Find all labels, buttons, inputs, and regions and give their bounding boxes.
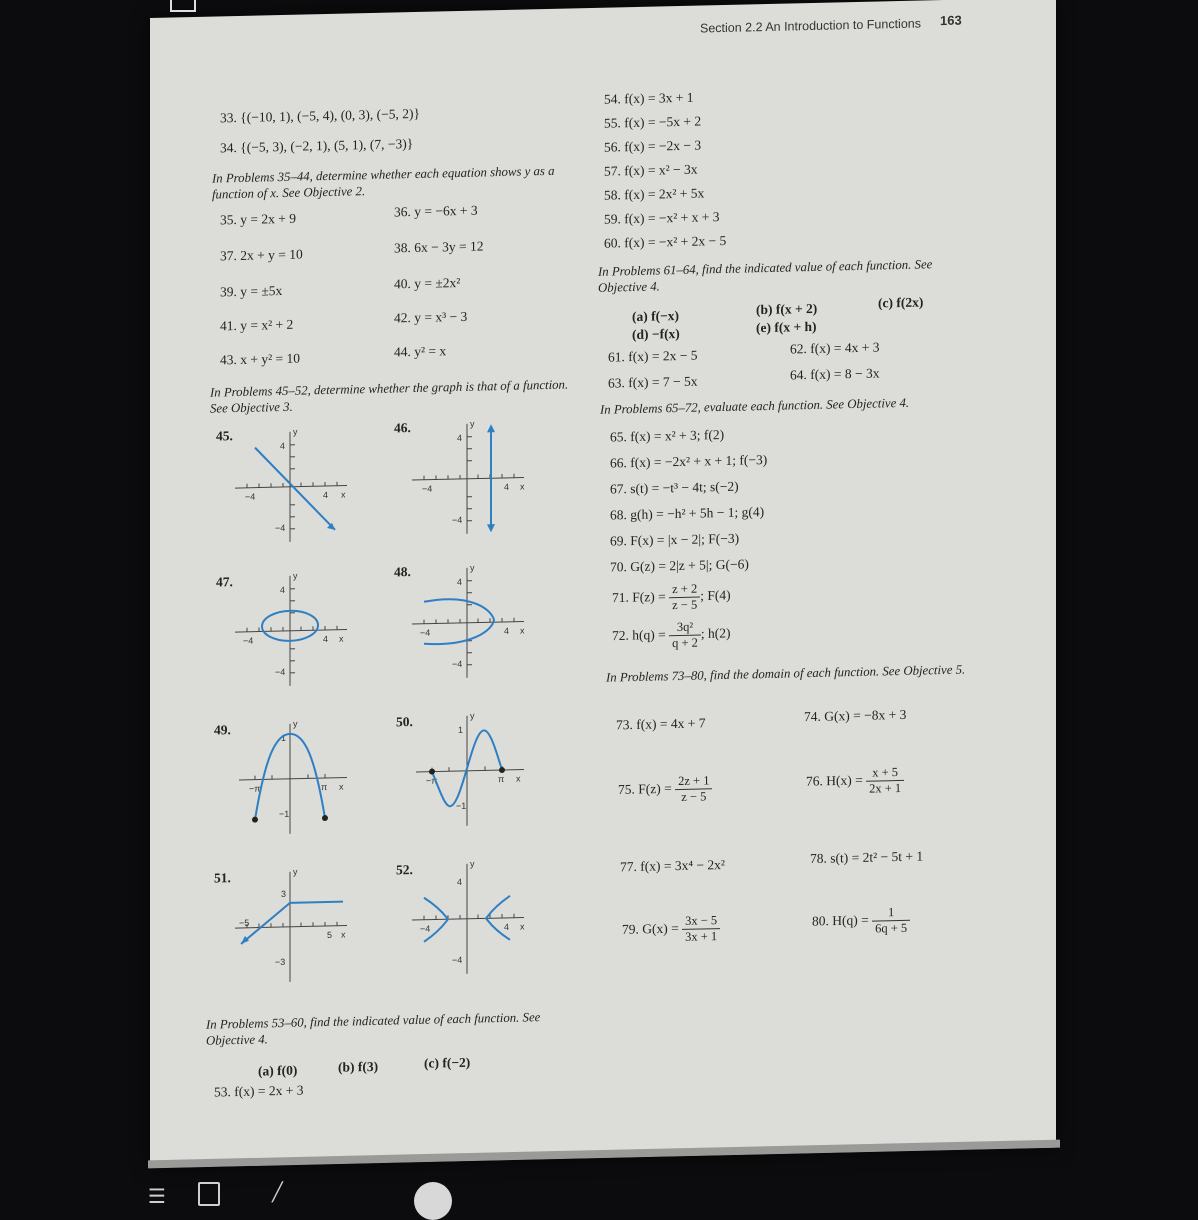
svg-text:y: y — [470, 710, 475, 721]
problem-61: 61. f(x) = 2x − 5 — [608, 347, 698, 365]
problem-76-lead: 76. H(x) = — [806, 772, 863, 789]
problem-79-numerator: 3x − 5 — [682, 913, 720, 930]
problem-77: 77. f(x) = 3x⁴ − 2x² — [620, 856, 725, 875]
svg-text:x: x — [339, 633, 344, 644]
graph-51 — [235, 865, 355, 988]
svg-text:1: 1 — [281, 732, 287, 744]
svg-text:y: y — [470, 562, 475, 573]
problem-80-lead: 80. H(q) = — [812, 912, 869, 929]
graph-45 — [235, 425, 355, 548]
page-number: 163 — [940, 12, 962, 29]
svg-text:−4: −4 — [275, 522, 286, 534]
svg-text:x: x — [520, 921, 525, 932]
graph-52 — [412, 857, 532, 980]
problem-41: 41. y = x² + 2 — [220, 316, 294, 334]
problem-62: 62. f(x) = 4x + 3 — [790, 339, 880, 357]
graph-47 — [235, 569, 355, 692]
problem-66: 66. f(x) = −2x² + x + 1; f(−3) — [610, 451, 768, 471]
svg-text:−4: −4 — [452, 514, 463, 526]
problem-55: 55. f(x) = −5x + 2 — [604, 113, 702, 131]
problem-44: 44. y² = x — [394, 343, 447, 360]
part-61c: (c) f(2x) — [878, 294, 924, 311]
problem-71-numerator: z + 2 — [669, 582, 700, 599]
svg-text:y: y — [470, 418, 475, 429]
svg-text:4: 4 — [504, 625, 510, 636]
svg-text:−4: −4 — [420, 627, 431, 638]
problem-56: 56. f(x) = −2x − 3 — [604, 137, 702, 155]
svg-text:−4: −4 — [420, 923, 431, 934]
problem-72-lead: 72. h(q) = — [612, 626, 666, 644]
svg-text:π: π — [321, 781, 328, 793]
problem-64: 64. f(x) = 8 − 3x — [790, 365, 880, 383]
graph-48 — [412, 561, 532, 684]
problem-59: 59. f(x) = −x² + x + 3 — [604, 209, 720, 227]
svg-text:−π: −π — [249, 783, 261, 794]
svg-text:π: π — [498, 773, 505, 785]
problem-71-lead: 71. F(z) = — [612, 588, 666, 606]
problem-68: 68. g(h) = −h² + 5h − 1; g(4) — [610, 504, 765, 523]
problem-54: 54. f(x) = 3x + 1 — [604, 89, 694, 107]
problem-72 — [612, 619, 731, 653]
svg-text:y: y — [293, 718, 298, 729]
instructions-35-44: In Problems 35–44, determine whether each equation shows y as a function of x. See Objective 2. — [212, 163, 555, 202]
instructions-53-60: In Problems 53–60, find the indicated value of each function. See Objective 4. — [206, 1010, 541, 1048]
problem-80 — [812, 905, 910, 938]
graph-49 — [235, 717, 355, 840]
problem-80-numerator: 1 — [872, 905, 910, 922]
svg-text:x: x — [339, 781, 344, 792]
svg-text:4: 4 — [504, 481, 510, 492]
problem-74: 74. G(x) = −8x + 3 — [804, 706, 907, 725]
problem-39: 39. y = ±5x — [220, 282, 283, 300]
part-61b: (b) f(x + 2) — [756, 300, 818, 318]
instructions-61-64: In Problems 61–64, find the indicated value of each function. See Objective 4. — [598, 257, 933, 295]
problem-71 — [612, 581, 731, 615]
problem-63: 63. f(x) = 7 − 5x — [608, 373, 698, 391]
problem-34: 34. {(−5, 3), (−2, 1), (5, 1), (7, −3)} — [220, 136, 414, 156]
problem-37: 37. 2x + y = 10 — [220, 246, 303, 264]
svg-text:y: y — [470, 858, 475, 869]
part-53a: (a) f(0) — [258, 1062, 298, 1079]
svg-text:4: 4 — [280, 440, 286, 452]
svg-text:4: 4 — [323, 489, 329, 501]
svg-text:4: 4 — [504, 921, 510, 932]
svg-text:−5: −5 — [239, 917, 250, 928]
problem-72-tail: ; h(2) — [700, 625, 731, 642]
problem-73: 73. f(x) = 4x + 7 — [616, 715, 706, 733]
svg-text:3: 3 — [281, 888, 287, 900]
problem-70: 70. G(z) = 2|z + 5|; G(−6) — [610, 556, 749, 575]
problem-65: 65. f(x) = x² + 3; f(2) — [610, 426, 725, 445]
problem-72-denominator: q + 2 — [672, 635, 698, 651]
graph-label-47: 47. — [216, 574, 233, 590]
graph-label-45: 45. — [216, 428, 233, 444]
problem-69: 69. F(x) = |x − 2|; F(−3) — [610, 530, 740, 549]
window-icon[interactable] — [170, 0, 196, 12]
problem-58: 58. f(x) = 2x² + 5x — [604, 185, 705, 203]
svg-text:−4: −4 — [245, 491, 256, 502]
svg-text:−3: −3 — [275, 956, 286, 968]
svg-text:−4: −4 — [452, 658, 463, 670]
menu-icon[interactable]: ☰ — [148, 1184, 166, 1208]
graph-label-51: 51. — [214, 870, 231, 886]
problem-71-denominator: z − 5 — [672, 597, 698, 613]
textbook-page — [150, 0, 1056, 1168]
problem-76-numerator: x + 5 — [866, 765, 904, 782]
svg-text:−4: −4 — [452, 954, 463, 966]
problem-43: 43. x + y² = 10 — [220, 350, 301, 368]
problem-79-lead: 79. G(x) = — [622, 920, 679, 937]
graph-50 — [412, 709, 532, 832]
instructions-73-80: In Problems 73–80, find the domain of each function. See Objective 5. — [606, 662, 966, 685]
pen-icon[interactable]: ╱ — [272, 1182, 283, 1203]
svg-text:4: 4 — [323, 633, 329, 645]
svg-text:−4: −4 — [275, 666, 286, 678]
problem-35: 35. y = 2x + 9 — [220, 210, 296, 228]
svg-text:−1: −1 — [456, 800, 467, 812]
problem-67: 67. s(t) = −t³ − 4t; s(−2) — [610, 478, 739, 497]
problem-75-lead: 75. F(z) = — [618, 780, 672, 797]
problem-79 — [622, 913, 720, 946]
svg-text:x: x — [341, 489, 346, 500]
problem-42: 42. y = x³ − 3 — [394, 308, 468, 326]
problem-40: 40. y = ±2x² — [394, 274, 461, 292]
problem-38: 38. 6x − 3y = 12 — [394, 238, 484, 256]
svg-text:y: y — [293, 866, 298, 877]
svg-text:5: 5 — [327, 929, 333, 940]
part-53c: (c) f(−2) — [424, 1054, 471, 1071]
problem-79-denominator: 3x + 1 — [685, 929, 718, 944]
svg-text:4: 4 — [280, 584, 286, 596]
svg-text:−1: −1 — [279, 808, 290, 820]
problem-75-denominator: z − 5 — [681, 789, 707, 804]
svg-text:y: y — [293, 426, 298, 437]
graph-label-50: 50. — [396, 714, 413, 730]
part-53b: (b) f(3) — [338, 1058, 379, 1075]
svg-text:4: 4 — [457, 876, 463, 888]
part-61e: (e) f(x + h) — [756, 318, 817, 336]
svg-text:4: 4 — [457, 576, 463, 588]
bottom-toolbar — [0, 1168, 1198, 1208]
problem-75 — [618, 773, 712, 806]
svg-text:x: x — [341, 929, 346, 940]
svg-text:4: 4 — [457, 432, 463, 444]
graph-label-49: 49. — [214, 722, 231, 738]
problem-57: 57. f(x) = x² − 3x — [604, 161, 698, 179]
graph-label-48: 48. — [394, 564, 411, 580]
instructions-45-52: In Problems 45–52, determine whether the graph is that of a function. See Objective 3. — [210, 377, 569, 416]
problem-76 — [806, 765, 904, 798]
problem-72-numerator: 3q² — [669, 619, 701, 636]
problem-76-denominator: 2x + 1 — [869, 780, 902, 796]
problem-53: 53. f(x) = 2x + 3 — [214, 1082, 304, 1100]
problem-60: 60. f(x) = −x² + 2x − 5 — [604, 232, 727, 251]
problem-36: 36. y = −6x + 3 — [394, 202, 478, 220]
problem-33: 33. {(−10, 1), (−5, 4), (0, 3), (−5, 2)} — [220, 105, 421, 126]
graph-label-52: 52. — [396, 862, 413, 878]
part-61d: (d) −f(x) — [632, 325, 680, 343]
svg-text:x: x — [516, 773, 521, 784]
svg-text:y: y — [293, 570, 298, 581]
problem-71-tail: ; F(4) — [700, 587, 731, 604]
graph-46 — [412, 417, 532, 540]
problem-78: 78. s(t) = 2t² − 5t + 1 — [810, 848, 924, 867]
svg-text:x: x — [520, 625, 525, 636]
part-61a: (a) f(−x) — [632, 307, 680, 325]
problem-75-numerator: 2z + 1 — [675, 773, 712, 790]
problem-80-denominator: 6q + 5 — [875, 920, 908, 936]
instructions-65-72: In Problems 65–72, evaluate each function. See Objective 4. — [600, 395, 910, 417]
tablet-icon[interactable] — [198, 1182, 220, 1206]
svg-text:1: 1 — [458, 724, 464, 736]
svg-text:−π: −π — [426, 775, 438, 786]
svg-text:−4: −4 — [243, 635, 254, 646]
svg-text:x: x — [520, 481, 525, 492]
svg-text:−4: −4 — [422, 483, 433, 494]
graph-label-46: 46. — [394, 420, 411, 436]
section-header: Section 2.2 An Introduction to Functions — [700, 16, 921, 36]
circle-button-icon[interactable] — [414, 1182, 452, 1220]
